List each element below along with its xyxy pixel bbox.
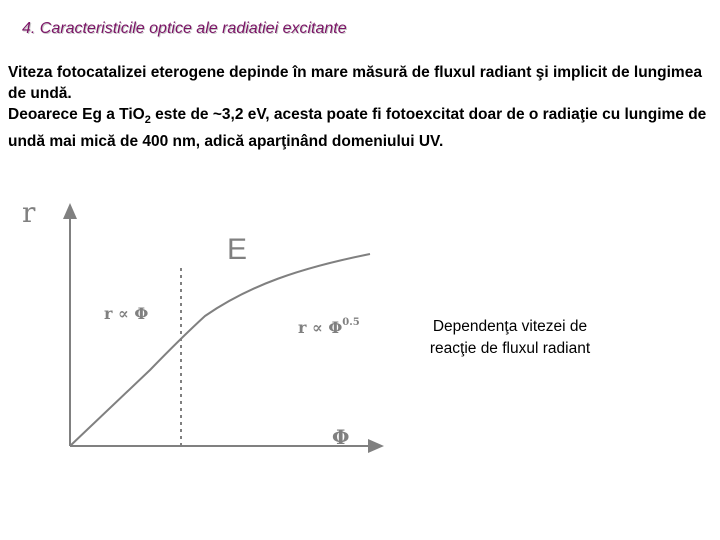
subscript-2: 2 bbox=[144, 114, 151, 127]
rate-curve bbox=[70, 254, 370, 446]
paragraph-flux: Viteza fotocatalizei eterogene depinde în mare măsură de fluxul radiant şi implicit de lungimea de undă. bbox=[8, 64, 702, 102]
slide-title: 4. Caracteristicile optice ale radiatiei excitante bbox=[22, 20, 347, 37]
sqrt-regime-label bbox=[298, 317, 360, 337]
curve-label-e: E bbox=[227, 233, 248, 266]
sqrt-regime-base: r ∝ Φ bbox=[298, 318, 343, 337]
paragraph-bandgap-end: este de ~3,2 eV, acesta poate fi fotoexcitat doar de o radiaţie cu lungime de undă mai mică de 400 nm, adică aparţinând domeniului UV. bbox=[8, 106, 707, 151]
x-axis-arrow bbox=[368, 439, 384, 453]
y-axis-arrow bbox=[63, 203, 77, 219]
figure-caption: Dependenţa vitezei de reacţie de fluxul radiant bbox=[429, 318, 591, 357]
sqrt-regime-exponent: 0.5 bbox=[342, 317, 360, 328]
y-axis-label: r bbox=[22, 196, 36, 229]
paragraph-bandgap-start: Deoarece Eg a TiO bbox=[8, 106, 145, 123]
linear-regime-label: r ∝ Φ bbox=[104, 304, 149, 323]
x-axis-label: Φ bbox=[332, 425, 350, 449]
